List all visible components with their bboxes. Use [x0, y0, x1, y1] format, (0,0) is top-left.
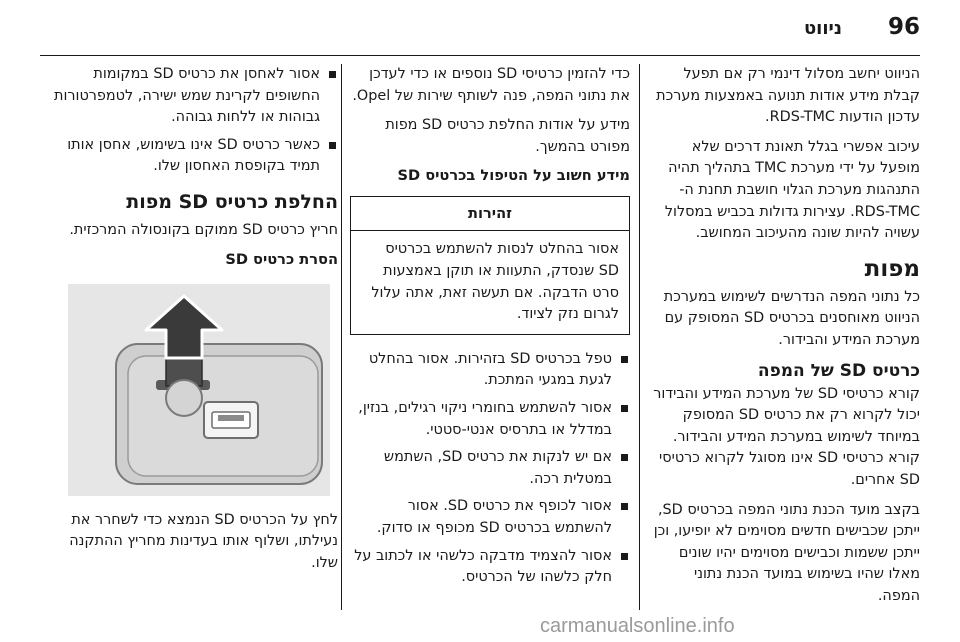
sd-slot-illustration-icon [68, 284, 330, 496]
list-item: אסור לאחסן את כרטיס SD במקומות החשופים לקרינת שמש ישירה, לטמפרטורות גבוהות או ללחות גבוהה. [42, 64, 338, 129]
sd-card-slot-diagram [68, 284, 330, 496]
replace-info-paragraph: מידע על אודות החלפת כרטיס SD מפות מפורט בהמשך. [385, 117, 630, 155]
slot-location-paragraph: חריץ כרטיס SD ממוקם בקונסולה המרכזית. [69, 221, 338, 238]
list-item: אסור להצמיד מדבקה כלשהי או לכתוב על חלק כלשהו של הכרטיס. [350, 546, 630, 589]
page-number: 96 [887, 14, 920, 40]
column-divider-right [639, 64, 640, 610]
right-column [650, 64, 920, 615]
sd-card-paragraph-2: בקצב מועד הכנת נתוני המפה בכרטיס SD, ייתכן שכבישים חדשים מסוימים לא יופיעו, וכן ייתכן ששמות וכבישים מסוימים יהיו שונים מאלו שהיו בשימוש במועד הכנת נתוני המפה. [653, 501, 920, 604]
warning-text: אסור בהחלט לנסות להשתמש בכרטיס SD שנסדק, התעוות או תוקן באמצעות סרט הדבקה. אם תעשה זאת, אתה עלול לגרום נזק לציוד. [371, 241, 619, 323]
watermark: carmanualsonline.info [540, 615, 735, 637]
sd-card-paragraph-1: קורא כרטיסי SD של מערכת המידע והבידור יכול לקרוא רק את כרטיס SD המסופק במיוחד לשימוש במערכת המידע והבידור. קורא כרטיסי SD אינו מסוגל לקרוא כרטיסי SD אחרים. [653, 385, 920, 488]
handling-bullet-list [350, 349, 630, 589]
list-item: טפל בכרטיס SD בזהירות. אסור בהחלט לגעת במגעי המתכת. [350, 349, 630, 392]
chapter-title: ניווט [803, 18, 842, 39]
page-header [0, 0, 960, 52]
list-item: כאשר כרטיס SD אינו בשימוש, אחסן אותו תמיד בקופסת האחסון שלו. [42, 135, 338, 178]
list-item: אסור להשתמש בחומרי ניקוי רגילים, בנזין, במדלל או בתרסיס אנטי-סטטי. [350, 398, 630, 441]
header-rule [40, 55, 920, 56]
list-item: אסור לכופף את כרטיס SD. אסור להשתמש בכרטיס SD מכופף או סדוק. [350, 496, 630, 539]
remove-sd-heading: הסרת כרטיס SD [225, 250, 338, 268]
middle-column [350, 64, 630, 595]
intro-paragraph-1: הניווט יחשב מסלול דינמי רק אם תפעל קבלת מידע אודות תנועה באמצעות מערכת עדכון הודעות RDS-TMC. [656, 66, 920, 126]
warning-box [350, 196, 630, 334]
intro-paragraph-2: עיכוב אפשרי בגלל תאונת דרכים שלא מופעל על ידי מערכת TMC בתהליך תהיה התנהגות מערכת הגלוי חושבת תחנת ה-RDS-TMC. עצירות גדולות בכביש במסלול עשויה להיות שונה מהעיכוב המחושב. [664, 138, 920, 242]
figure-caption: לחץ על הכרטיס SD הנמצא כדי לשחרר את נעילתו, ושלוף אותו בעדינות מחריץ ההתקנה שלו. [69, 511, 338, 571]
section-title-replace-sd: החלפת כרטיס SD מפות [126, 190, 338, 213]
order-sd-paragraph: כדי להזמין כרטיסי SD נוספים או כדי לעדכן את נתוני המפה, פנה לשותף שירות של Opel. [352, 66, 630, 104]
maps-paragraph: כל נתוני המפה הנדרשים לשימוש במערכת הניווט מאוחסנים בכרטיס SD המסופק עם מערכת המידע והבידור. [663, 288, 920, 348]
subsection-title-sd-card: כרטיס SD של המפה [757, 360, 920, 381]
section-title-maps: מפות [864, 255, 920, 282]
storage-bullet-list [42, 64, 338, 178]
handling-heading: מידע חשוב על הטיפול בכרטיס SD [397, 167, 630, 185]
warning-title: זהירות [351, 197, 629, 231]
column-divider-left [341, 64, 342, 610]
list-item: אם יש לנקות את כרטיס SD, השתמש במטלית רכה. [350, 447, 630, 490]
left-column [42, 64, 338, 582]
